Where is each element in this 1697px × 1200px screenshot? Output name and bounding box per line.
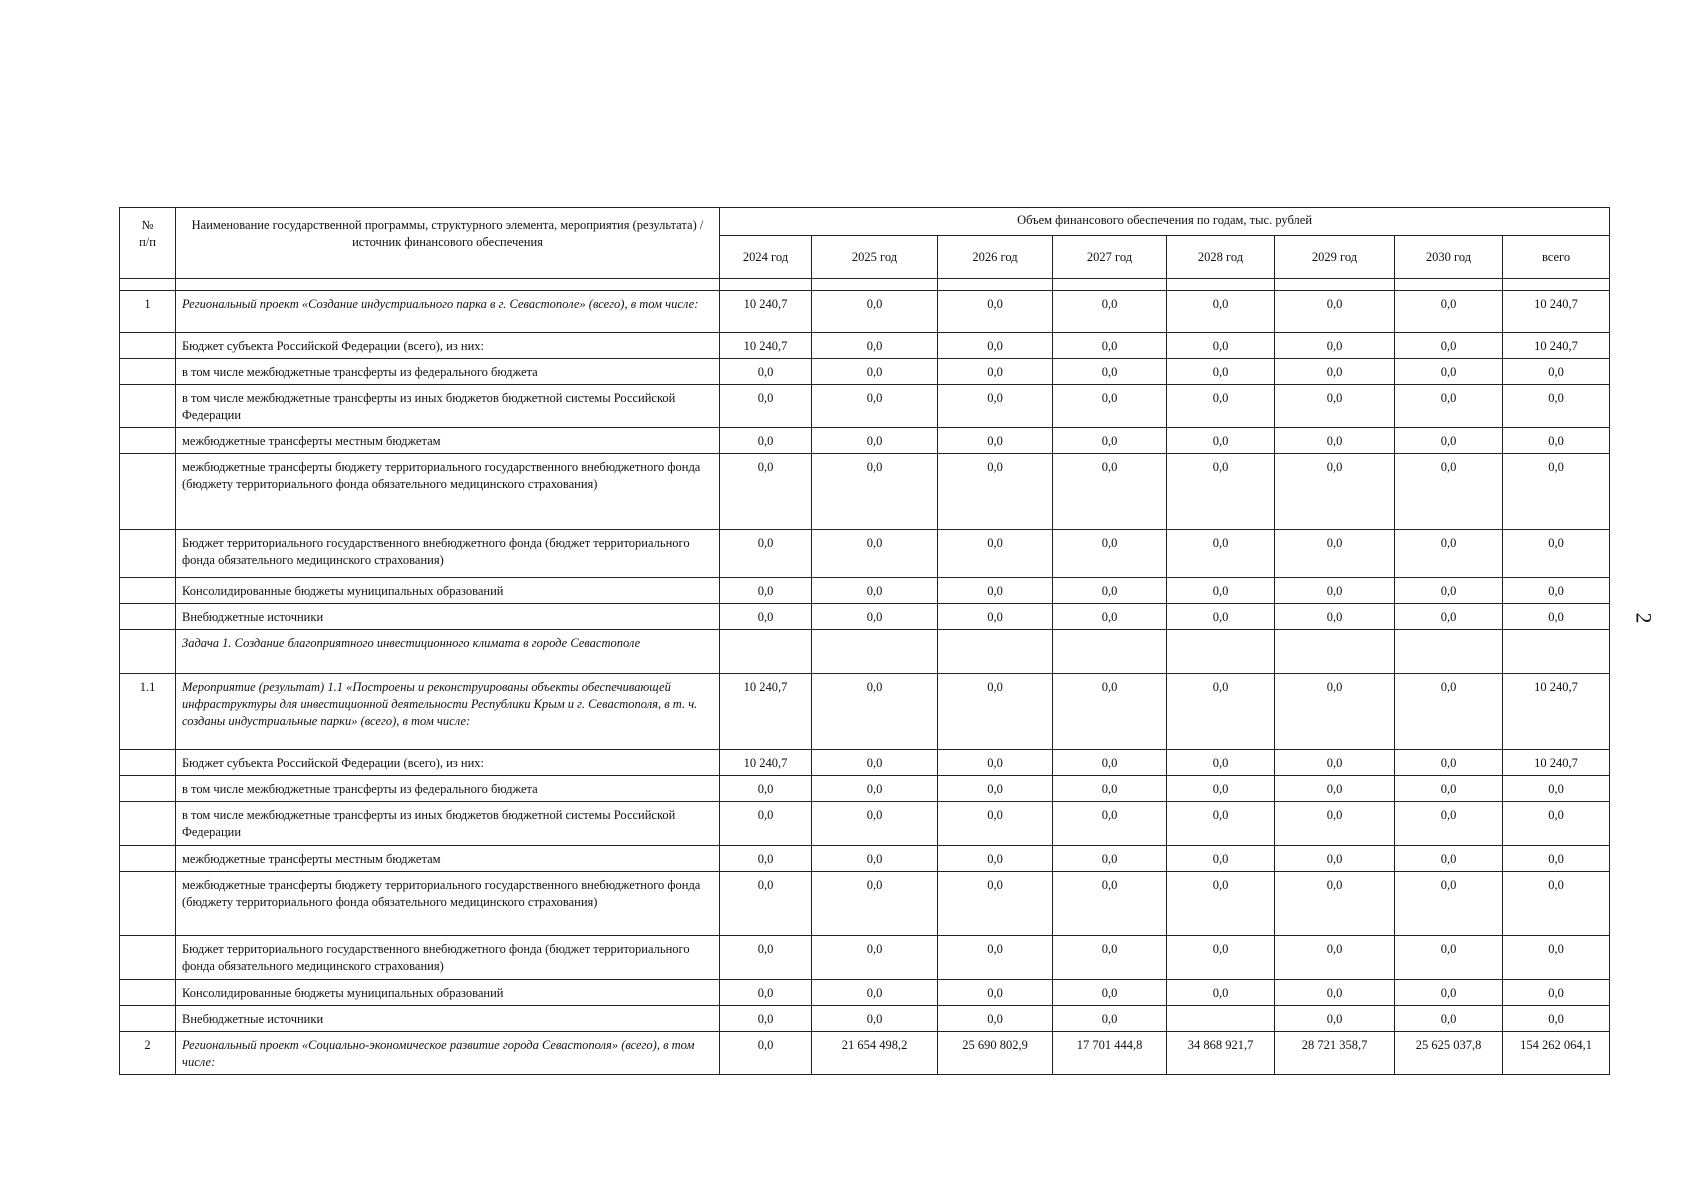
row-name: Мероприятие (результат) 1.1 «Построены и реконструированы объекты обеспечивающей инфраструктуры для инвестиционной деятельности Республики Крым и г. Севастополя, в т. ч. созданы индустриальные парки» (всего), в том числе: [176, 673, 720, 749]
value-cell: 0,0 [1275, 385, 1395, 428]
row-number [120, 845, 176, 871]
row-number: 2 [120, 1031, 176, 1074]
value-cell: 0,0 [938, 359, 1053, 385]
value-cell: 0,0 [938, 801, 1053, 845]
table-row [120, 871, 1610, 935]
value-cell: 0,0 [812, 935, 938, 979]
table-row [120, 775, 1610, 801]
table-row [120, 801, 1610, 845]
value-cell: 0,0 [1167, 979, 1275, 1005]
value-cell: 0,0 [1167, 935, 1275, 979]
value-cell [1395, 629, 1503, 673]
value-cell: 0,0 [1167, 333, 1275, 359]
header-name: Наименование государственной программы, структурного элемента, мероприятия (результата) / источник финансового обеспечения [176, 208, 720, 279]
row-number [120, 801, 176, 845]
row-number [120, 529, 176, 577]
value-cell: 0,0 [1395, 291, 1503, 333]
value-cell: 10 240,7 [720, 291, 812, 333]
value-cell: 10 240,7 [720, 333, 812, 359]
row-number [120, 775, 176, 801]
value-cell: 0,0 [938, 935, 1053, 979]
value-cell: 0,0 [1275, 359, 1395, 385]
value-cell: 0,0 [1053, 359, 1167, 385]
value-cell: 0,0 [720, 845, 812, 871]
header-year: 2024 год [720, 236, 812, 279]
value-cell: 0,0 [1503, 1005, 1610, 1031]
value-cell: 0,0 [1275, 529, 1395, 577]
row-number [120, 935, 176, 979]
row-name: межбюджетные трансферты бюджету территориального государственного внебюджетного фонда (бюджету территориального фонда обязательного медицинского страхования) [176, 871, 720, 935]
row-name: Бюджет субъекта Российской Федерации (всего), из них: [176, 749, 720, 775]
value-cell: 154 262 064,1 [1503, 1031, 1610, 1074]
value-cell [1275, 629, 1395, 673]
value-cell: 0,0 [1053, 845, 1167, 871]
row-name: межбюджетные трансферты местным бюджетам [176, 845, 720, 871]
table-row [120, 427, 1610, 453]
value-cell: 10 240,7 [1503, 673, 1610, 749]
table-row [120, 603, 1610, 629]
value-cell: 0,0 [938, 291, 1053, 333]
value-cell: 0,0 [1503, 775, 1610, 801]
value-cell: 0,0 [938, 333, 1053, 359]
value-cell: 0,0 [1053, 871, 1167, 935]
value-cell: 0,0 [1275, 427, 1395, 453]
table-row [120, 577, 1610, 603]
value-cell: 0,0 [720, 529, 812, 577]
value-cell: 0,0 [812, 291, 938, 333]
value-cell [938, 629, 1053, 673]
table-row [120, 1031, 1610, 1074]
table-row [120, 359, 1610, 385]
table-row [120, 935, 1610, 979]
value-cell: 0,0 [1053, 577, 1167, 603]
table-row [120, 845, 1610, 871]
table-row [120, 291, 1610, 333]
value-cell: 0,0 [1503, 577, 1610, 603]
value-cell: 0,0 [1053, 603, 1167, 629]
table-row [120, 453, 1610, 529]
row-number [120, 979, 176, 1005]
value-cell: 0,0 [1053, 453, 1167, 529]
value-cell: 0,0 [1395, 775, 1503, 801]
table-row [120, 1005, 1610, 1031]
value-cell: 0,0 [1167, 427, 1275, 453]
table-row [120, 629, 1610, 673]
value-cell: 0,0 [1167, 845, 1275, 871]
header-year: 2026 год [938, 236, 1053, 279]
header-year: 2025 год [812, 236, 938, 279]
value-cell: 0,0 [1503, 453, 1610, 529]
value-cell: 0,0 [1395, 359, 1503, 385]
value-cell: 0,0 [1053, 1005, 1167, 1031]
value-cell: 0,0 [812, 333, 938, 359]
value-cell: 0,0 [1053, 427, 1167, 453]
header-year: 2030 год [1395, 236, 1503, 279]
row-number [120, 1005, 176, 1031]
table-row [120, 979, 1610, 1005]
row-number [120, 453, 176, 529]
value-cell: 0,0 [1053, 749, 1167, 775]
value-cell: 0,0 [1275, 935, 1395, 979]
value-cell: 0,0 [1167, 673, 1275, 749]
value-cell: 0,0 [720, 871, 812, 935]
value-cell: 0,0 [1275, 845, 1395, 871]
value-cell: 0,0 [1395, 845, 1503, 871]
value-cell [1503, 629, 1610, 673]
value-cell: 0,0 [720, 1031, 812, 1074]
value-cell: 0,0 [1395, 577, 1503, 603]
value-cell: 0,0 [938, 453, 1053, 529]
value-cell: 0,0 [1503, 845, 1610, 871]
page-number: 2 [1631, 612, 1657, 624]
row-name: межбюджетные трансферты бюджету территориального государственного внебюджетного фонда (бюджету территориального фонда обязательного медицинского страхования) [176, 453, 720, 529]
value-cell: 0,0 [1275, 453, 1395, 529]
row-number [120, 629, 176, 673]
value-cell: 0,0 [812, 749, 938, 775]
table-header [120, 208, 1610, 291]
row-name: в том числе межбюджетные трансферты из иных бюджетов бюджетной системы Российской Федерации [176, 801, 720, 845]
value-cell: 0,0 [812, 603, 938, 629]
value-cell: 0,0 [812, 577, 938, 603]
value-cell: 0,0 [938, 529, 1053, 577]
value-cell: 0,0 [1275, 1005, 1395, 1031]
row-number [120, 577, 176, 603]
value-cell: 0,0 [1053, 801, 1167, 845]
row-number [120, 385, 176, 428]
value-cell: 0,0 [1167, 359, 1275, 385]
value-cell: 0,0 [1053, 935, 1167, 979]
row-name: Задача 1. Создание благоприятного инвестиционного климата в городе Севастополе [176, 629, 720, 673]
row-name: в том числе межбюджетные трансферты из федерального бюджета [176, 775, 720, 801]
value-cell: 0,0 [938, 577, 1053, 603]
value-cell: 0,0 [1167, 385, 1275, 428]
value-cell: 10 240,7 [720, 673, 812, 749]
row-name: в том числе межбюджетные трансферты из федерального бюджета [176, 359, 720, 385]
value-cell: 0,0 [1053, 529, 1167, 577]
value-cell: 0,0 [1167, 529, 1275, 577]
row-name: Внебюджетные источники [176, 603, 720, 629]
value-cell: 21 654 498,2 [812, 1031, 938, 1074]
value-cell: 0,0 [812, 427, 938, 453]
row-name: Бюджет территориального государственного внебюджетного фонда (бюджет территориального фонда обязательного медицинского страхования) [176, 529, 720, 577]
value-cell: 0,0 [1395, 801, 1503, 845]
row-name: Бюджет субъекта Российской Федерации (всего), из них: [176, 333, 720, 359]
value-cell: 0,0 [1503, 359, 1610, 385]
value-cell: 0,0 [938, 673, 1053, 749]
value-cell: 0,0 [720, 427, 812, 453]
row-number: 1.1 [120, 673, 176, 749]
value-cell: 0,0 [1275, 673, 1395, 749]
value-cell: 0,0 [720, 979, 812, 1005]
table-row [120, 333, 1610, 359]
row-number [120, 871, 176, 935]
value-cell: 34 868 921,7 [1167, 1031, 1275, 1074]
value-cell: 0,0 [1275, 291, 1395, 333]
value-cell: 0,0 [938, 1005, 1053, 1031]
header-volume: Объем финансового обеспечения по годам, тыс. рублей [720, 208, 1610, 236]
row-number [120, 427, 176, 453]
value-cell: 0,0 [1395, 979, 1503, 1005]
value-cell: 0,0 [1395, 453, 1503, 529]
value-cell: 0,0 [812, 359, 938, 385]
value-cell: 0,0 [720, 935, 812, 979]
value-cell: 0,0 [1395, 529, 1503, 577]
value-cell: 0,0 [938, 775, 1053, 801]
value-cell: 0,0 [812, 775, 938, 801]
value-cell: 0,0 [1503, 385, 1610, 428]
value-cell: 0,0 [720, 359, 812, 385]
value-cell: 0,0 [938, 871, 1053, 935]
value-cell: 0,0 [938, 845, 1053, 871]
value-cell [1053, 629, 1167, 673]
value-cell: 0,0 [1167, 453, 1275, 529]
value-cell: 28 721 358,7 [1275, 1031, 1395, 1074]
value-cell: 10 240,7 [1503, 749, 1610, 775]
value-cell: 0,0 [1503, 529, 1610, 577]
row-name: межбюджетные трансферты местным бюджетам [176, 427, 720, 453]
value-cell: 0,0 [720, 453, 812, 529]
value-cell: 0,0 [1503, 979, 1610, 1005]
value-cell: 0,0 [1275, 775, 1395, 801]
value-cell: 0,0 [1275, 979, 1395, 1005]
row-name: Консолидированные бюджеты муниципальных образований [176, 979, 720, 1005]
value-cell: 25 690 802,9 [938, 1031, 1053, 1074]
value-cell: 0,0 [1167, 749, 1275, 775]
value-cell: 10 240,7 [720, 749, 812, 775]
value-cell: 0,0 [812, 845, 938, 871]
value-cell: 0,0 [1275, 749, 1395, 775]
financing-table [119, 207, 1610, 1075]
value-cell: 0,0 [1395, 333, 1503, 359]
value-cell: 0,0 [812, 801, 938, 845]
value-cell: 0,0 [938, 603, 1053, 629]
value-cell: 0,0 [1503, 935, 1610, 979]
value-cell: 0,0 [1395, 427, 1503, 453]
value-cell: 0,0 [1167, 871, 1275, 935]
value-cell: 0,0 [812, 871, 938, 935]
value-cell: 0,0 [1503, 427, 1610, 453]
value-cell: 0,0 [812, 673, 938, 749]
value-cell: 0,0 [720, 801, 812, 845]
header-num: № п/п [120, 208, 176, 279]
value-cell: 0,0 [1167, 577, 1275, 603]
value-cell: 0,0 [1167, 603, 1275, 629]
value-cell: 0,0 [1053, 979, 1167, 1005]
table-body [120, 291, 1610, 1075]
value-cell: 0,0 [1167, 801, 1275, 845]
value-cell: 0,0 [1395, 935, 1503, 979]
value-cell: 0,0 [1395, 673, 1503, 749]
value-cell: 0,0 [1395, 749, 1503, 775]
value-cell: 0,0 [1167, 775, 1275, 801]
value-cell: 0,0 [1503, 603, 1610, 629]
value-cell [812, 629, 938, 673]
value-cell: 0,0 [1053, 673, 1167, 749]
value-cell: 0,0 [938, 427, 1053, 453]
value-cell: 0,0 [720, 385, 812, 428]
table-row [120, 673, 1610, 749]
value-cell: 0,0 [938, 385, 1053, 428]
row-name: Региональный проект «Социально-экономическое развитие города Севастополя» (всего), в том числе: [176, 1031, 720, 1074]
value-cell [1167, 1005, 1275, 1031]
row-number [120, 603, 176, 629]
table-row [120, 749, 1610, 775]
value-cell [1167, 629, 1275, 673]
row-number [120, 749, 176, 775]
value-cell: 0,0 [1275, 333, 1395, 359]
value-cell: 0,0 [1395, 385, 1503, 428]
value-cell: 0,0 [1275, 603, 1395, 629]
value-cell: 10 240,7 [1503, 333, 1610, 359]
row-name: в том числе межбюджетные трансферты из иных бюджетов бюджетной системы Российской Федерации [176, 385, 720, 428]
header-year: 2029 год [1275, 236, 1395, 279]
value-cell: 10 240,7 [1503, 291, 1610, 333]
table-row [120, 385, 1610, 428]
value-cell: 0,0 [1053, 333, 1167, 359]
row-number: 1 [120, 291, 176, 333]
value-cell: 0,0 [1167, 291, 1275, 333]
value-cell: 0,0 [1395, 871, 1503, 935]
value-cell: 0,0 [1275, 871, 1395, 935]
row-number [120, 359, 176, 385]
value-cell: 0,0 [812, 1005, 938, 1031]
value-cell: 0,0 [938, 979, 1053, 1005]
value-cell: 0,0 [812, 979, 938, 1005]
row-name: Консолидированные бюджеты муниципальных образований [176, 577, 720, 603]
row-name: Региональный проект «Создание индустриального парка в г. Севастополе» (всего), в том числе: [176, 291, 720, 333]
header-year: 2027 год [1053, 236, 1167, 279]
value-cell: 0,0 [1053, 775, 1167, 801]
value-cell: 0,0 [720, 1005, 812, 1031]
value-cell: 25 625 037,8 [1395, 1031, 1503, 1074]
value-cell: 0,0 [720, 577, 812, 603]
value-cell: 0,0 [1395, 1005, 1503, 1031]
value-cell: 0,0 [1275, 577, 1395, 603]
value-cell: 0,0 [1053, 291, 1167, 333]
value-cell: 0,0 [720, 775, 812, 801]
value-cell: 0,0 [812, 529, 938, 577]
value-cell: 0,0 [812, 385, 938, 428]
row-name: Внебюджетные источники [176, 1005, 720, 1031]
value-cell: 0,0 [938, 749, 1053, 775]
value-cell: 17 701 444,8 [1053, 1031, 1167, 1074]
value-cell: 0,0 [720, 603, 812, 629]
value-cell: 0,0 [812, 453, 938, 529]
value-cell [720, 629, 812, 673]
header-year: всего [1503, 236, 1610, 279]
value-cell: 0,0 [1395, 603, 1503, 629]
value-cell: 0,0 [1503, 801, 1610, 845]
value-cell: 0,0 [1053, 385, 1167, 428]
value-cell: 0,0 [1503, 871, 1610, 935]
row-number [120, 333, 176, 359]
value-cell: 0,0 [1275, 801, 1395, 845]
table-row [120, 529, 1610, 577]
row-name: Бюджет территориального государственного внебюджетного фонда (бюджет территориального фонда обязательного медицинского страхования) [176, 935, 720, 979]
header-year: 2028 год [1167, 236, 1275, 279]
